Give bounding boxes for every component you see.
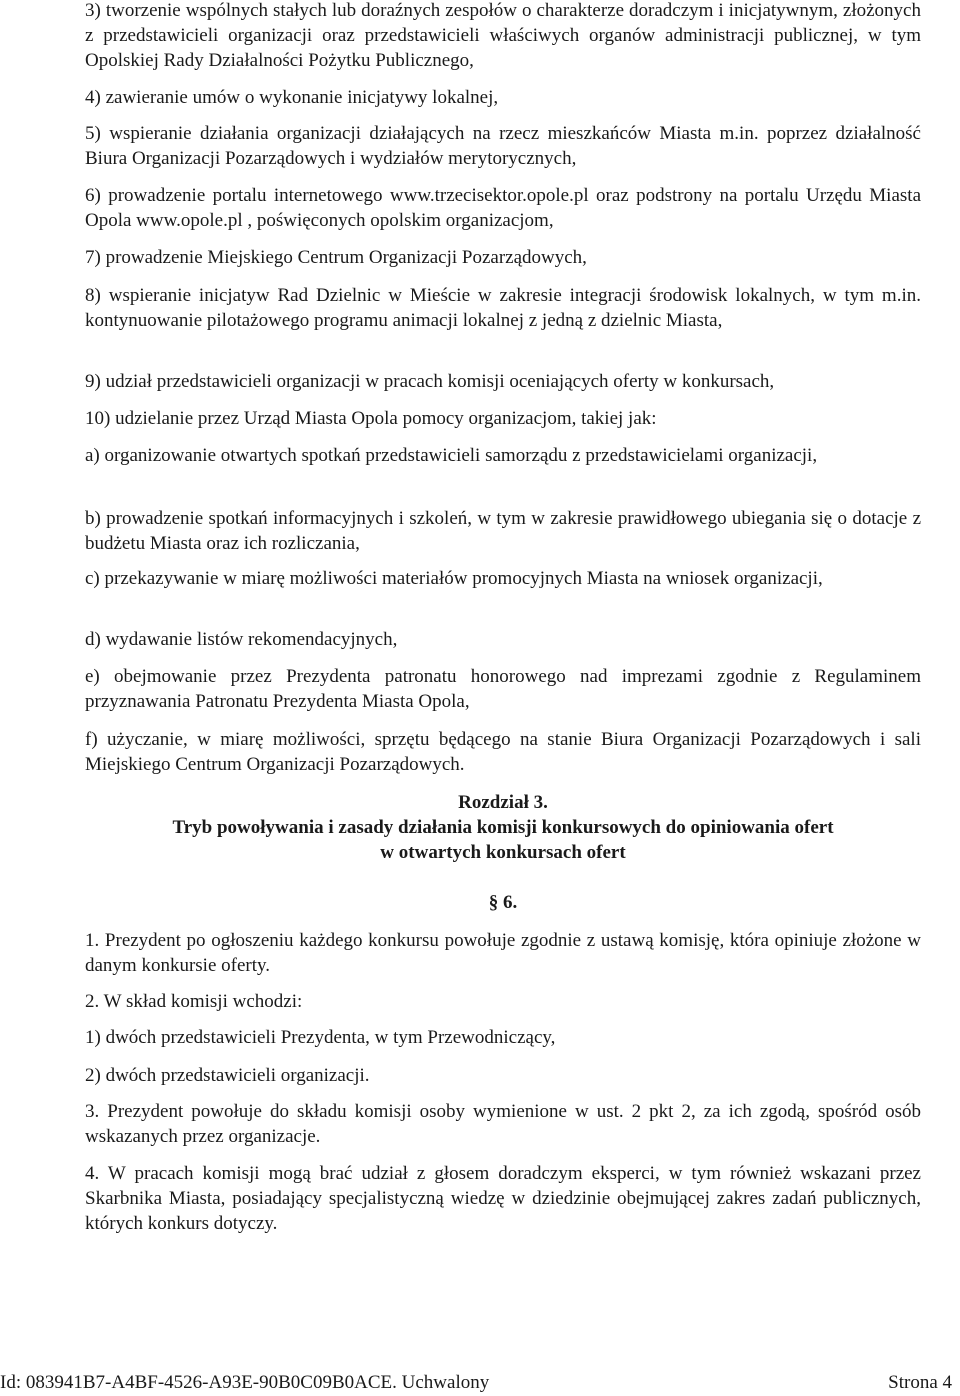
paragraph-2-point-1: 1) dwóch przedstawicieli Prezydenta, w tym Przewodniczący, [85,1027,556,1048]
list-item-7: 7) prowadzenie Miejskiego Centrum Organizacji Pozarządowych, [85,247,587,268]
list-item-f: f) użyczanie, w miarę możliwości, sprzętu będącego na stanie Biura Organizacji Pozarządowych i sali Miejskiego Centrum Organizacji Pozarządowych. [85,729,921,775]
document-id: Id: 083941B7-A4BF-4526-A93E-90B0C09B0ACE. Uchwalony [0,1372,490,1393]
section-number: § 6. [488,892,518,913]
paragraph-4: 4. W pracach komisji mogą brać udział z głosem doradczym eksperci, w tym również wskazani przez Skarbnika Miasta, posiadający specjalistyczną wiedzę w dziedzinie obejmującej zakres zadań publicznych, których konkurs dotyczy. [85,1163,921,1234]
paragraph-2-point-2: 2) dwóch przedstawicieli organizacji. [85,1065,370,1086]
chapter-title-line2: w otwartych konkursach ofert [380,842,626,863]
list-item-3: 3) tworzenie wspólnych stałych lub doraźnych zespołów o charakterze doradczym i inicjatywnym, złożonych z przedstawicieli organizacji oraz przedstawicieli właściwych organów administracji publicznej, w tym Opolskiej Rady Działalności Pożytku Publicznego, [85,0,921,71]
chapter-title-line1: Tryb powoływania i zasady działania komisji konkursowych do opiniowania ofert [172,817,834,838]
list-item-c: c) przekazywanie w miarę możliwości materiałów promocyjnych Miasta na wniosek organizacji, [85,568,823,589]
list-item-10: 10) udzielanie przez Urząd Miasta Opola pomocy organizacjom, takiej jak: [85,408,657,429]
list-item-b: b) prowadzenie spotkań informacyjnych i szkoleń, w tym w zakresie prawidłowego ubiegania się o dotacje z budżetu Miasta oraz ich rozliczania, [85,508,921,554]
list-item-8: 8) wspieranie inicjatyw Rad Dzielnic w Mieście w zakresie integracji środowisk lokalnych, w tym m.in. kontynuowanie pilotażowego programu animacji lokalnej z jedną z dzielnic Miasta, [85,285,921,331]
list-item-e: e) obejmowanie przez Prezydenta patronatu honorowego nad imprezami zgodnie z Regulaminem przyznawania Patronatu Prezydenta Miasta Opola, [85,666,921,712]
list-item-d: d) wydawanie listów rekomendacyjnych, [85,629,398,650]
list-item-5: 5) wspieranie działania organizacji działających na rzecz mieszkańców Miasta m.in. poprzez działalność Biura Organizacji Pozarządowych i wydziałów merytorycznych, [85,123,921,169]
paragraph-2: 2. W skład komisji wchodzi: [85,991,303,1012]
page-number: Strona 4 [888,1372,952,1393]
list-item-6: 6) prowadzenie portalu internetowego www.trzecisektor.opole.pl oraz podstrony na portalu Urzędu Miasta Opola www.opole.pl , poświęconych opolskim organizacjom, [85,185,921,231]
chapter-heading: Rozdział 3. [458,792,548,813]
list-item-a: a) organizowanie otwartych spotkań przedstawicieli samorządu z przedstawicielami organizacji, [85,445,818,466]
paragraph-1: 1. Prezydent po ogłoszeniu każdego konkursu powołuje zgodnie z ustawą komisję, która opiniuje złożone w danym konkursie oferty. [85,930,921,976]
list-item-9: 9) udział przedstawicieli organizacji w pracach komisji oceniających oferty w konkursach, [85,371,775,392]
paragraph-3: 3. Prezydent powołuje do składu komisji osoby wymienione w ust. 2 pkt 2, za ich zgodą, spośród osób wskazanych przez organizacje. [85,1101,921,1147]
list-item-4: 4) zawieranie umów o wykonanie inicjatywy lokalnej, [85,87,499,108]
